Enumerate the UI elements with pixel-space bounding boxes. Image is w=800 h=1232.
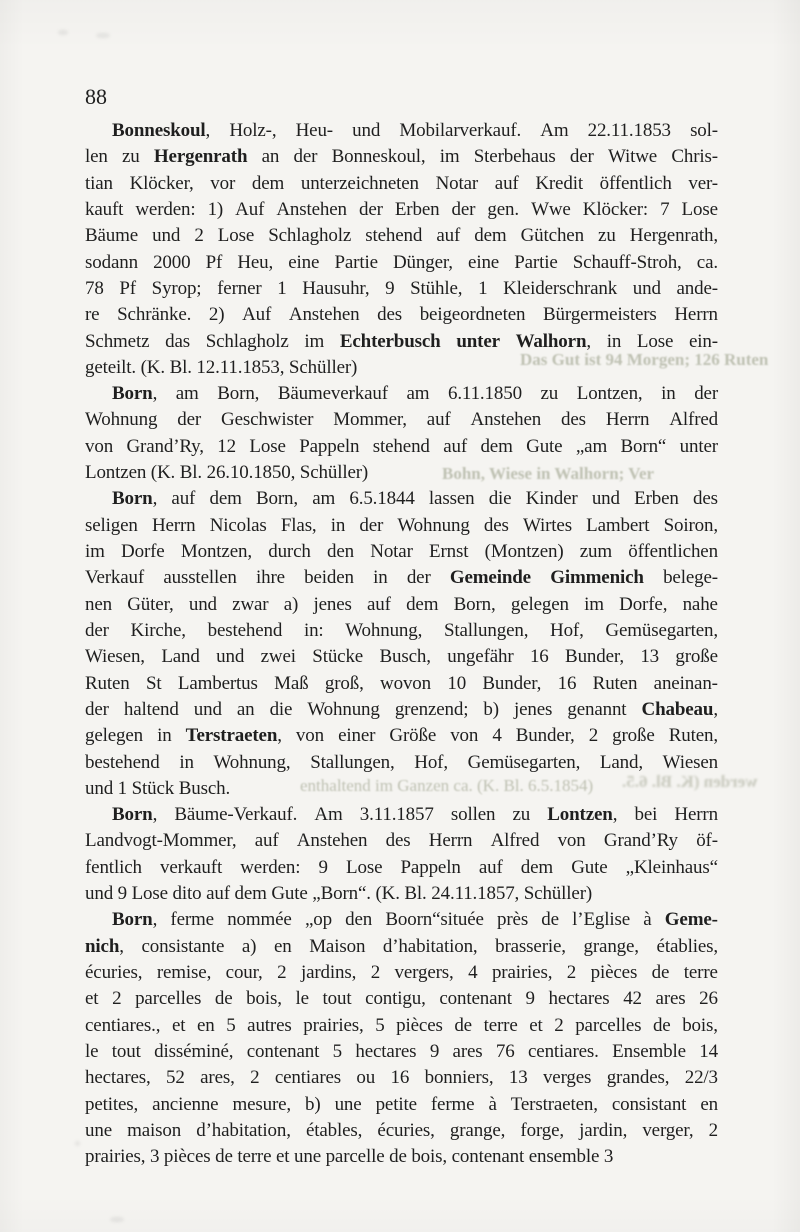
text-line: tian Klöcker, vor dem unterzeichneten Notar auf Kredit öffentlich ver- — [85, 172, 718, 194]
text-line: im Dorfe Montzen, durch den Notar Ernst (Montzen) zum öffentlichen — [85, 541, 718, 562]
text-line: Bonneskoul, Holz-, Heu- und Mobilarverkauf. Am 22.11.1853 sol- — [112, 120, 718, 141]
text-line: Born, am Born, Bäumeverkauf am 6.11.1850 zu Lontzen, in der — [112, 383, 718, 405]
text-line: der haltend und an die Wohnung grenzend; b) jenes genannt Chabeau, — [85, 698, 718, 720]
scan-smudge — [110, 1217, 124, 1222]
text-line: und 1 Stück Busch. — [85, 777, 231, 799]
body-text — [85, 118, 718, 1171]
ghost-showthrough-text: Bohn, Wiese in Walhorn; Ver — [442, 464, 655, 483]
scan-smudge — [96, 33, 110, 38]
scan-smudge — [58, 30, 68, 35]
text-line: fentlich verkauft werden: 9 Lose Pappeln auf dem Gute „Kleinhaus“ — [85, 856, 718, 878]
text-line: le tout disséminé, contenant 5 hectares 9 ares 76 centiares. Ensemble 14 — [85, 1040, 718, 1062]
text-line: et 2 parcelles de bois, le tout contigu, contenant 9 hectares 42 ares 26 — [85, 988, 718, 1010]
text-line: nen Güter, und zwar a) jenes auf dem Born, gelegen im Dorfe, nahe — [85, 593, 718, 615]
text-line: der Kirche, bestehend in: Wohnung, Stallungen, Hof, Gemüsegarten, — [85, 619, 718, 641]
text-line: hectares, 52 ares, 2 centiares ou 16 bonniers, 13 verges grandes, 22/3 — [85, 1067, 718, 1089]
ghost-showthrough-text: enthaltend im Ganzen ca. (K. Bl. 6.5.1854) — [300, 776, 594, 795]
page-number: 88 — [85, 84, 107, 109]
text-line: petites, ancienne mesure, b) une petite ferme à Terstraeten, consistant en — [85, 1093, 718, 1115]
text-line: gelegen in Terstraeten, von einer Größe von 4 Bunder, 2 große Ruten, — [85, 725, 718, 747]
text-line: sodann 2000 Pf Heu, eine Partie Dünger, eine Partie Schauff-Stroh, ca. — [85, 251, 718, 273]
paragraph — [85, 907, 718, 1170]
text-line: len zu Hergenrath an der Bonneskoul, im Sterbehaus der Witwe Chris- — [85, 146, 718, 168]
text-line: kauft werden: 1) Auf Anstehen der Erben der gen. Wwe Klöcker: 7 Lose — [85, 198, 718, 220]
paragraph — [85, 118, 718, 381]
scan-smudge — [75, 1141, 80, 1146]
text-line: Lontzen (K. Bl. 26.10.1850, Schüller) — [85, 462, 369, 484]
paragraph — [85, 486, 718, 802]
text-line: Schmetz das Schlagholz im Echterbusch unter Walhorn, in Lose ein- — [85, 330, 718, 352]
text-line: Born, ferme nommée „op den Boorn“située près de l’Eglise à Geme- — [112, 909, 718, 931]
text-line: re Schränke. 2) Auf Anstehen des beigeordneten Bürgermeisters Herrn — [85, 304, 718, 326]
text-line: Landvogt-Mommer, auf Anstehen des Herrn Alfred von Grand’Ry öf- — [85, 830, 718, 852]
text-line: 78 Pf Syrop; ferner 1 Hausuhr, 9 Stühle, 1 Kleiderschrank und ande- — [85, 277, 718, 299]
text-line: bestehend in Wohnung, Stallungen, Hof, Gemüsegarten, Land, Wiesen — [85, 751, 718, 773]
text-line: Verkauf ausstellen ihre beiden in der Gemeinde Gimmenich belege- — [85, 567, 718, 589]
text-line: centiares., et en 5 autres prairies, 5 pièces de terre et 2 parcelles de bois, — [85, 1014, 718, 1036]
text-line: Wohnung der Geschwister Mommer, auf Anstehen des Herrn Alfred — [85, 409, 718, 431]
text-line: prairies, 3 pièces de terre et une parcelle de bois, contenant ensemble 3 — [85, 1146, 614, 1168]
ghost-showthrough-text: werden (K. Bl. 6.5. — [622, 772, 758, 791]
paragraph — [85, 802, 718, 907]
text-line: Bäume und 2 Lose Schlagholz stehend auf dem Gütchen zu Hergenrath, — [85, 225, 718, 247]
text-line: Wiesen, Land und zwei Stücke Busch, ungefähr 16 Bunder, 13 große — [85, 646, 718, 668]
text-line: geteilt. (K. Bl. 12.11.1853, Schüller) — [85, 356, 358, 378]
text-line: von Grand’Ry, 12 Lose Pappeln stehend auf dem Gute „am Born“ unter — [85, 435, 718, 457]
text-line: Born, Bäume-Verkauf. Am 3.11.1857 sollen zu Lontzen, bei Herrn — [112, 804, 718, 826]
text-line: nich, consistante a) en Maison d’habitation, brasserie, grange, établies, — [85, 935, 718, 957]
text-line: écuries, remise, cour, 2 jardins, 2 vergers, 4 prairies, 2 pièces de terre — [85, 962, 718, 983]
text-line: Born, auf dem Born, am 6.5.1844 lassen die Kinder und Erben des — [112, 488, 718, 510]
text-line: une maison d’habitation, étables, écuries, grange, forge, jardin, verger, 2 — [85, 1119, 718, 1141]
ghost-showthrough-text: Das Gut ist 94 Morgen; 126 Ruten — [520, 350, 769, 369]
text-line: seligen Herrn Nicolas Flas, in der Wohnung des Wirtes Lambert Soiron, — [85, 514, 718, 536]
text-line: Ruten St Lambertus Maß groß, wovon 10 Bunder, 16 Ruten aneinan- — [85, 672, 718, 694]
text-line: und 9 Lose dito auf dem Gute „Born“. (K. Bl. 24.11.1857, Schüller) — [85, 883, 593, 905]
